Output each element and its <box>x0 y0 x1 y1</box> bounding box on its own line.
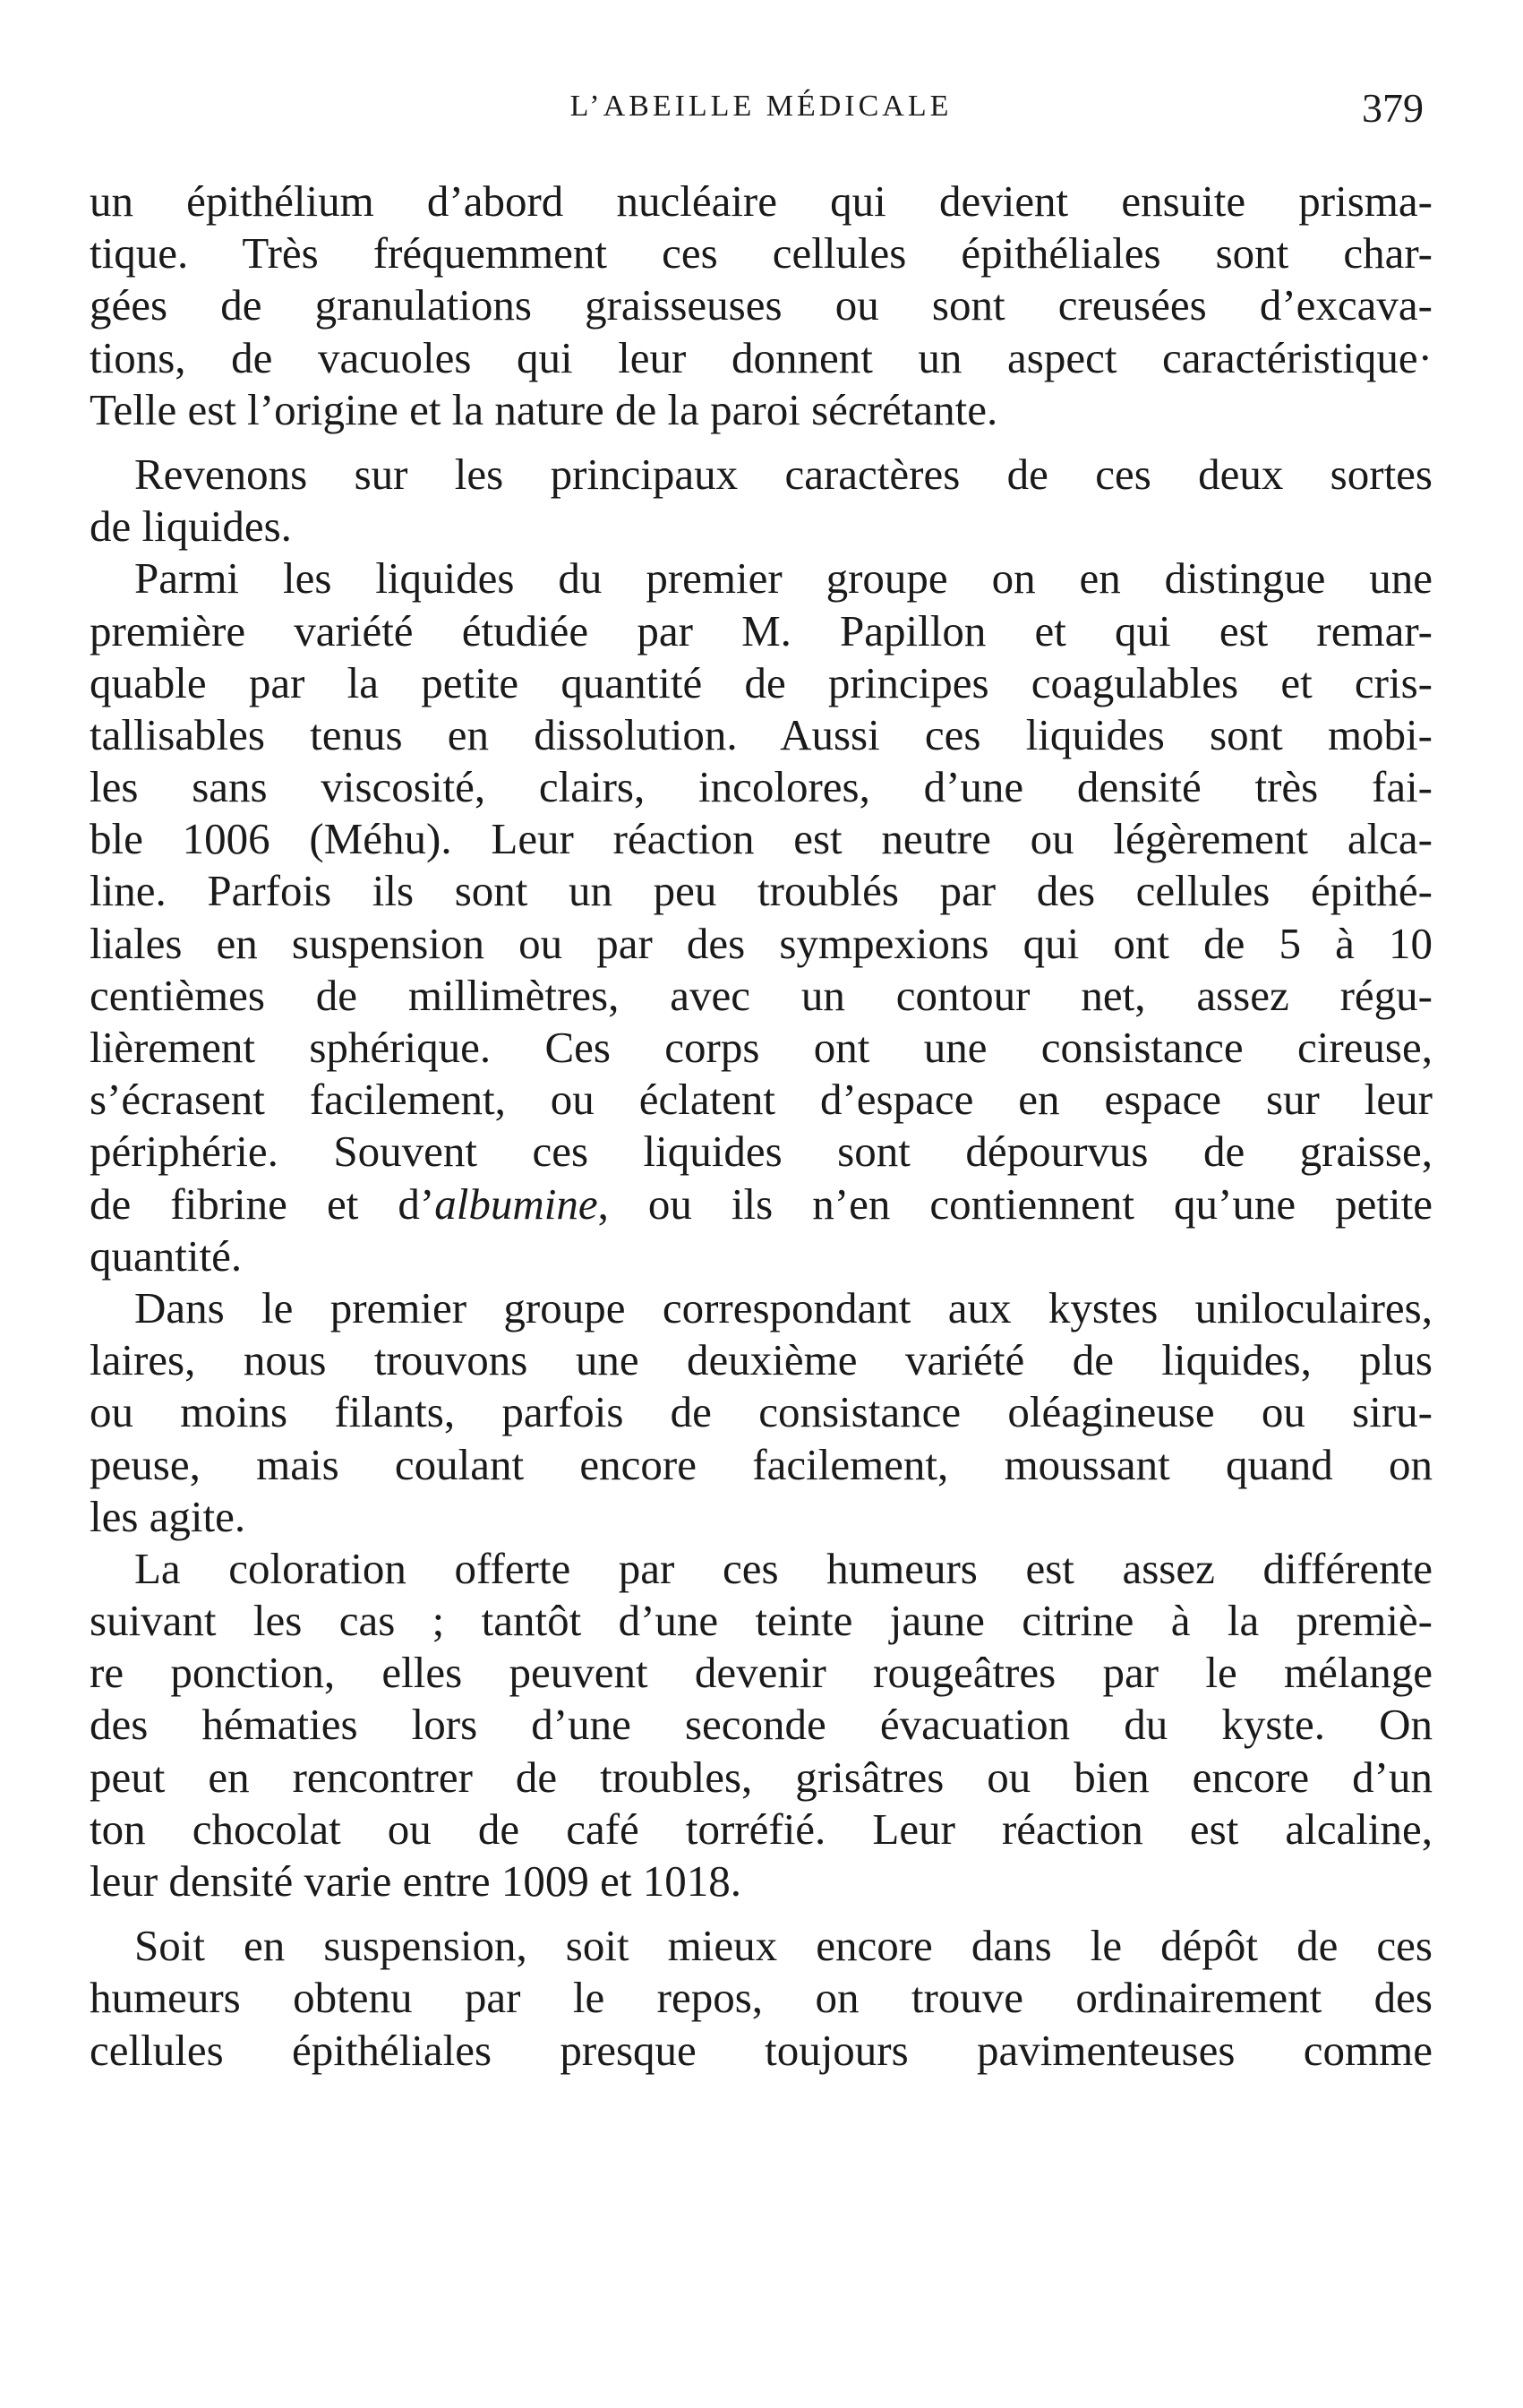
text-line: tallisables tenus en dissolution. Aussi ces liquides sont mobi- <box>90 709 1433 759</box>
text-line: ton chocolat ou de café torréfié. Leur réaction est alcaline, <box>90 1804 1433 1854</box>
text-line: laires, nous trouvons une deuxième variété de liquides, plus <box>90 1335 1433 1385</box>
text-segment: de fibrine et d’ <box>90 1178 435 1229</box>
text-line: quable par la petite quantité de principes coagulables et cris- <box>90 657 1433 707</box>
text-line: ble 1006 (Méhu). Leur réaction est neutre ou légèrement alca- <box>90 814 1433 864</box>
text-line: leur densité varie entre 1009 et 1018. <box>90 1856 741 1906</box>
text-line: humeurs obtenu par le repos, on trouve ordinairement des <box>90 1973 1433 2023</box>
paragraph-start-line: Dans le premier groupe correspondant aux kystes uniloculaires, <box>134 1282 1433 1333</box>
text-segment: , ou ils n’en contiennent qu’une petite <box>597 1178 1433 1229</box>
text-line: de liquides. <box>90 501 292 552</box>
text-line: ou moins filants, parfois de consistance oléagineuse ou siru- <box>90 1387 1433 1437</box>
text-line: suivant les cas ; tantôt d’une teinte jaune citrine à la premiè- <box>90 1596 1433 1646</box>
text-line: tions, de vacuoles qui leur donnent un aspect caractéristique· <box>90 332 1433 382</box>
text-line: périphérie. Souvent ces liquides sont dépourvus de graisse, <box>90 1127 1433 1177</box>
text-line: centièmes de millimètres, avec un contour net, assez régu- <box>90 970 1433 1020</box>
text-line: tique. Très fréquemment ces cellules épithéliales sont char- <box>90 228 1433 279</box>
text-line: peuse, mais coulant encore facilement, moussant quand on <box>90 1439 1433 1489</box>
body-text <box>90 176 1433 2077</box>
page-number: 379 <box>1362 85 1424 131</box>
text-line: re ponction, elles peuvent devenir rougeâtres par le mélange <box>90 1648 1433 1698</box>
text-line: les agite. <box>90 1491 246 1541</box>
text-line: des hématies lors d’une seconde évacuation du kyste. On <box>90 1700 1433 1750</box>
paragraph-start-line: Parmi les liquides du premier groupe on en distingue une <box>134 553 1433 604</box>
text-line: liales en suspension ou par des sympexions qui ont de 5 à 10 <box>90 918 1433 968</box>
text-line: les sans viscosité, clairs, incolores, d’une densité très fai- <box>90 762 1433 812</box>
text-line: cellules épithéliales presque toujours pavimenteuses comme <box>90 2025 1433 2075</box>
text-line: lièrement sphérique. Ces corps ont une consistance cireuse, <box>90 1023 1433 1072</box>
paragraph-start-line: Revenons sur les principaux caractères de ces deux sortes <box>134 449 1433 499</box>
text-line-with-italic <box>90 1178 1433 1230</box>
text-line: un épithélium d’abord nucléaire qui devient ensuite prisma- <box>90 176 1433 226</box>
text-line: première variété étudiée par M. Papillon et qui est remar- <box>90 605 1433 656</box>
text-line: line. Parfois ils sont un peu troublés par des cellules épithé- <box>90 866 1433 916</box>
text-line: Telle est l’origine et la nature de la paroi sécrétante. <box>90 384 998 434</box>
running-head <box>90 85 1433 143</box>
text-line: s’écrasent facilement, ou éclatent d’espace en espace sur leur <box>90 1075 1433 1125</box>
paragraph-start-line: La coloration offerte par ces humeurs est assez différente <box>134 1543 1433 1593</box>
text-line: gées de granulations graisseuses ou sont creusées d’excava- <box>90 280 1433 330</box>
running-title: L’ABEILLE MÉDICALE <box>569 90 953 123</box>
text-line: quantité. <box>90 1230 243 1281</box>
text-line: peut en rencontrer de troubles, grisâtres ou bien encore d’un <box>90 1752 1433 1802</box>
paragraph-start-line: Soit en suspension, soit mieux encore dans le dépôt de ces <box>134 1921 1433 1971</box>
italic-term: albumine <box>434 1178 598 1229</box>
